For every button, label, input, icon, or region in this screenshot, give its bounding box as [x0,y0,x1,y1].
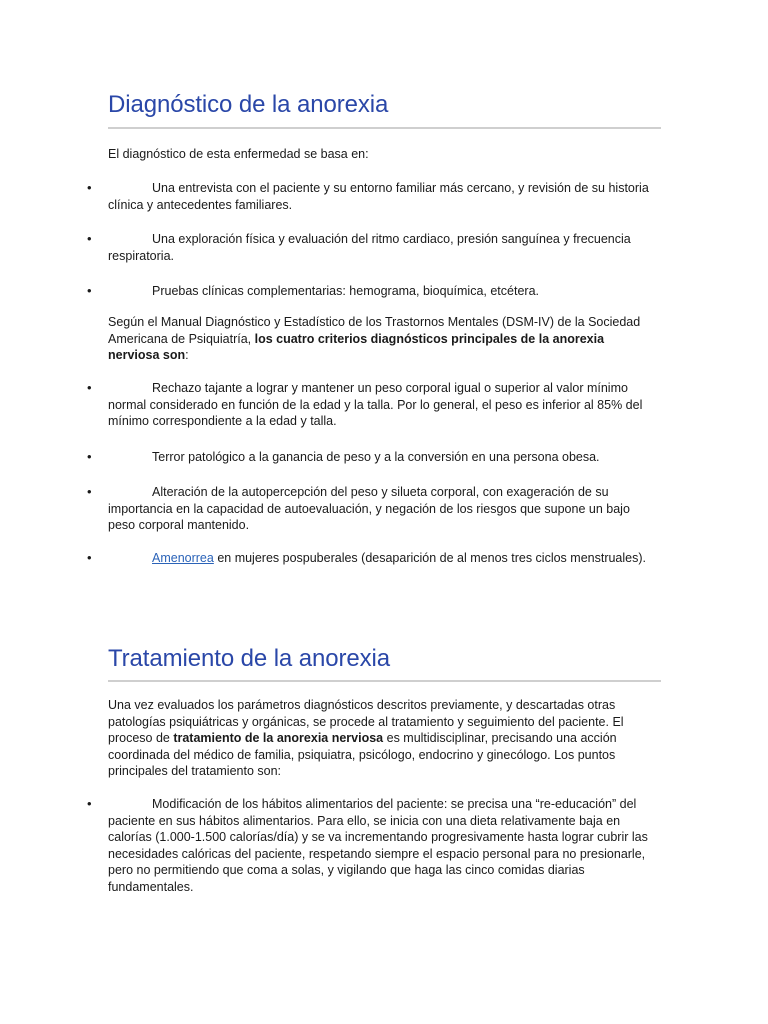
treatment-intro-bold: tratamiento de la anorexia nerviosa [173,731,384,745]
treatment-item: Modificación de los hábitos alimentarios del paciente: se precisa una “re-educación” del paciente en sus hábitos alimentarios. Para ello, se inicia con una dieta relativamente baja en calorías (1.000-1.500 calorías/día) y se va incrementando progresivamente hasta lograr cubrir las necesidades calóricas del paciente, respetando siempre el espacio personal para no presionarle, pero no permitiendo que coma a solas, y vigilando que haga las cinco comidas diarias fundamentales. [108,797,648,894]
bullet-marker: • [87,796,92,811]
criteria-item-text: en mujeres pospuberales (desaparición de al menos tres ciclos menstruales). [213,551,646,565]
criteria-intro-prefix: Según el Manual Diagnóstico y Estadístico de los Trastornos Mentales (DSM-IV) de la Sociedad Americana de Psiquiatría, [108,315,641,346]
treatment-intro-suffix: es multidisciplinar, precisando una acción coordinada del médico de familia, psiquiatra, psicólogo, endocrino y ginecólogo. Los puntos principales del tratamiento son: [108,731,617,778]
criteria-intro-paragraph [108,314,643,364]
bullet-marker: • [87,550,92,565]
bullet-marker: • [87,449,92,464]
bullet-marker: • [87,283,92,298]
treatment-intro-prefix: Una vez evaluados los parámetros diagnósticos descritos previamente, y descartadas otras patologías psiquiátricas y orgánicas, se procede al tratamiento y seguimiento del paciente. El proceso de [108,698,624,745]
section-heading-diagnostico: Diagnóstico de la anorexia [108,91,389,118]
treatment-intro-paragraph [108,697,643,780]
bullet-marker: • [87,484,92,499]
criteria-intro-suffix: : [185,348,189,362]
criteria-item: Rechazo tajante a lograr y mantener un peso corporal igual o superior al valor mínimo normal considerado en función de la edad y la talla. Por lo general, el peso es inferior al 85% del mínimo correspondiente a la edad y talla. [108,381,643,428]
criteria-item: Alteración de la autopercepción del peso y silueta corporal, con exageración de su importancia en la capacidad de autoevaluación, y negación de los riesgos que supone un bajo peso corporal mantenido. [108,485,630,532]
heading-underline [108,680,661,682]
criteria-item [108,550,656,567]
list-item: Pruebas clínicas complementarias: hemograma, bioquímica, etcétera. [152,284,539,298]
bullet-marker: • [87,180,92,195]
heading-underline [108,127,661,129]
bullet-marker: • [87,380,92,395]
list-item: Una exploración física y evaluación del ritmo cardiaco, presión sanguínea y frecuencia respiratoria. [108,232,631,263]
criteria-intro-bold: los cuatro criterios diagnósticos principales de la anorexia nerviosa son [108,331,605,362]
intro-paragraph: El diagnóstico de esta enfermedad se basa en: [108,147,369,161]
amenorrea-link[interactable]: Amenorrea [152,551,214,565]
list-item: Una entrevista con el paciente y su entorno familiar más cercano, y revisión de su historia clínica y antecedentes familiares. [108,181,649,212]
bullet-marker: • [87,231,92,246]
criteria-item: Terror patológico a la ganancia de peso y a la conversión en una persona obesa. [152,450,600,464]
section-heading-tratamiento: Tratamiento de la anorexia [108,645,391,672]
